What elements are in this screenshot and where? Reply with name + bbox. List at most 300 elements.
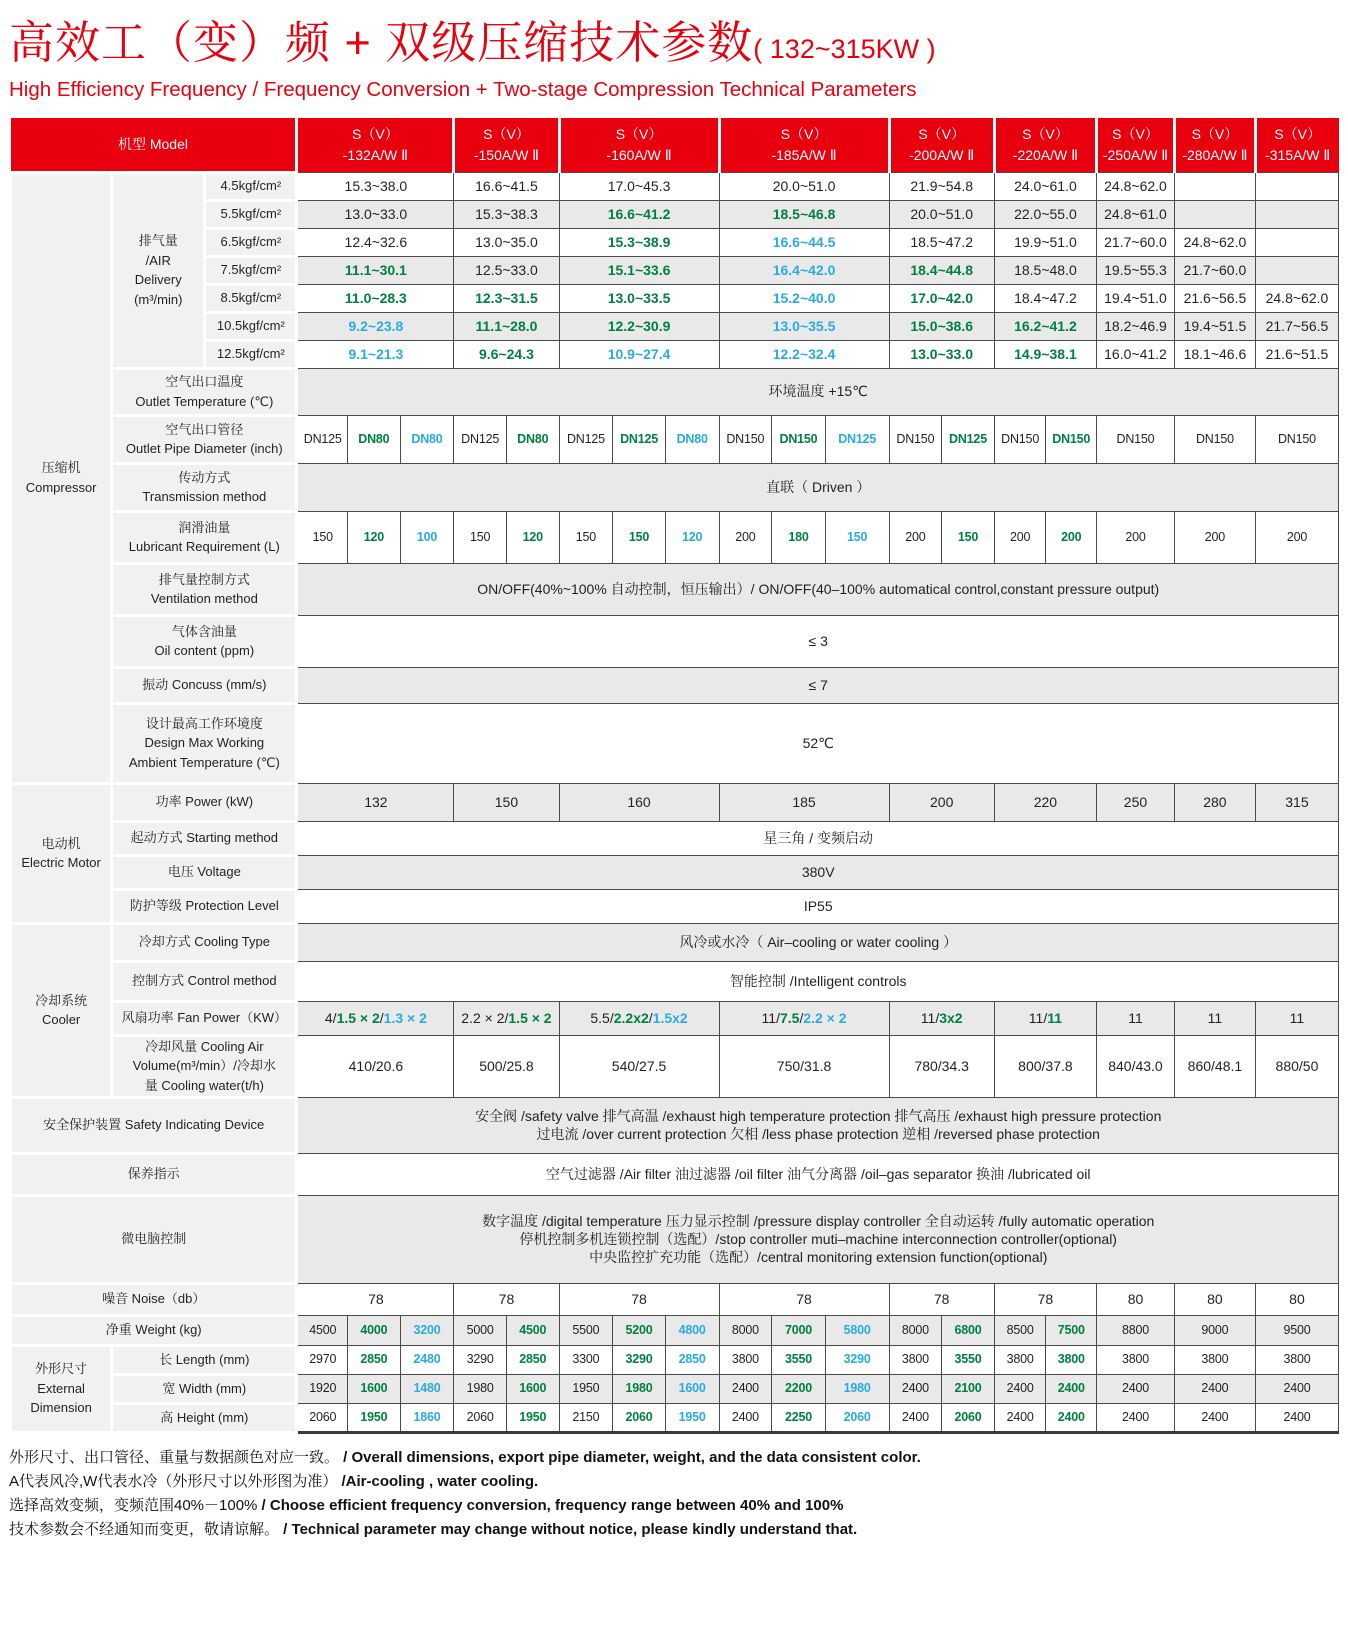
value-cell: 540/27.5 xyxy=(559,1035,719,1097)
footer-notes xyxy=(9,1446,1339,1542)
value-cell: 2060 xyxy=(613,1403,666,1432)
value-cell: 16.4~42.0 xyxy=(719,256,889,284)
value-cell: 2480 xyxy=(400,1345,454,1374)
value-cell: 21.6~56.5 xyxy=(1174,284,1255,312)
spec-table xyxy=(9,118,1339,1434)
value-cell: DN150 xyxy=(772,415,826,463)
row-label: 电压 Voltage xyxy=(112,855,297,889)
row-label: 8.5kgf/cm² xyxy=(205,284,297,312)
value-cell: 24.0~61.0 xyxy=(994,172,1096,200)
value-span-cell: 52℃ xyxy=(297,703,1339,783)
value-cell: 3800 xyxy=(1046,1345,1097,1374)
value-cell: 13.0~33.5 xyxy=(559,284,719,312)
value-cell: 24.8~62.0 xyxy=(1255,284,1338,312)
value-cell: 2400 xyxy=(889,1374,942,1403)
value-cell: 160 xyxy=(559,783,719,821)
value-cell: 19.4~51.0 xyxy=(1097,284,1175,312)
footer-note xyxy=(9,1494,1339,1518)
value-cell xyxy=(719,1001,889,1035)
value-cell: 150 xyxy=(454,511,507,563)
value-cell: 13.0~35.0 xyxy=(454,228,559,256)
row-label: 6.5kgf/cm² xyxy=(205,228,297,256)
value-cell: 2060 xyxy=(825,1403,889,1432)
value-cell: DN150 xyxy=(889,415,942,463)
value-cell: 150 xyxy=(559,511,613,563)
value-cell: 13.0~33.0 xyxy=(297,200,454,228)
model-header-cell: S（V） -200A/W Ⅱ xyxy=(889,118,994,172)
group-label: 电动机 Electric Motor xyxy=(11,783,112,923)
group-label: 外形尺寸 External Dimension xyxy=(11,1345,112,1432)
value-cell: 2060 xyxy=(297,1403,348,1432)
title-kw-range: ( 132~315KW ) xyxy=(753,34,936,64)
value-cell: 17.0~42.0 xyxy=(889,284,994,312)
page-subtitle: High Efficiency Frequency / Frequency Conversion + Two-stage Compression Technical Parameters xyxy=(9,78,917,101)
row-label: 排气量控制方式 Ventilation method xyxy=(112,563,297,615)
value-cell: 2400 xyxy=(1255,1403,1338,1432)
row-label: 空气出口管径 Outlet Pipe Diameter (inch) xyxy=(112,415,297,463)
value-span-cell: 安全阀 /safety valve 排气高温 /exhaust high temperature protection 排气高压 /exhaust high pressure protection 过电流 /over current protection 欠相 /less phase protection 逆相 /reversed phase protection xyxy=(297,1097,1339,1153)
value-cell: 6800 xyxy=(942,1315,995,1345)
value-cell: 220 xyxy=(994,783,1096,821)
value-cell: 800/37.8 xyxy=(994,1035,1096,1097)
fan-power-segment: 1.5 × 2 xyxy=(336,1009,380,1026)
value-cell: 12.5~33.0 xyxy=(454,256,559,284)
value-cell: 1860 xyxy=(400,1403,454,1432)
row-label: 高 Height (mm) xyxy=(112,1403,297,1432)
row-label: 设计最高工作环境度 Design Max Working Ambient Temperature (℃) xyxy=(112,703,297,783)
value-cell: 4500 xyxy=(506,1315,559,1345)
value-cell: 18.1~46.6 xyxy=(1174,340,1255,368)
value-cell: 2400 xyxy=(1097,1403,1175,1432)
value-span-cell: 智能控制 /Intelligent controls xyxy=(297,961,1339,1001)
value-cell: 2400 xyxy=(719,1403,772,1432)
value-cell: 200 xyxy=(994,511,1046,563)
fan-power-segment: 2.2x2 xyxy=(613,1009,649,1026)
value-cell: DN150 xyxy=(1046,415,1097,463)
value-cell: 200 xyxy=(889,783,994,821)
value-cell: DN125 xyxy=(825,415,889,463)
value-cell: 200 xyxy=(1097,511,1175,563)
value-cell: 3290 xyxy=(613,1345,666,1374)
value-cell: 22.0~55.0 xyxy=(994,200,1096,228)
value-cell: 12.4~32.6 xyxy=(297,228,454,256)
value-cell: 16.6~41.5 xyxy=(454,172,559,200)
value-cell: 80 xyxy=(1174,1283,1255,1315)
value-cell: 150 xyxy=(454,783,559,821)
value-cell: 18.5~47.2 xyxy=(889,228,994,256)
value-cell: DN125 xyxy=(297,415,348,463)
value-cell: 132 xyxy=(297,783,454,821)
value-cell: 2100 xyxy=(942,1374,995,1403)
value-cell: 3300 xyxy=(559,1345,613,1374)
row-label: 功率 Power (kW) xyxy=(112,783,297,821)
value-cell: 2060 xyxy=(942,1403,995,1432)
value-cell: 1920 xyxy=(297,1374,348,1403)
page-title xyxy=(9,6,1339,71)
value-cell: 3290 xyxy=(825,1345,889,1374)
value-span-cell: ON/OFF(40%~100% 自动控制，恒压输出）/ ON/OFF(40–100% automatical control,constant pressure output) xyxy=(297,563,1339,615)
value-cell: 11.1~30.1 xyxy=(297,256,454,284)
model-header-cell: S（V） -160A/W Ⅱ xyxy=(559,118,719,172)
value-cell: 24.8~62.0 xyxy=(1174,228,1255,256)
value-cell: 200 xyxy=(719,511,772,563)
value-cell: 11.0~28.3 xyxy=(297,284,454,312)
value-cell: DN80 xyxy=(348,415,401,463)
value-cell: 1950 xyxy=(559,1374,613,1403)
row-label: 冷却风量 Cooling Air Volume(m³/min）/冷却水 量 Cooling water(t/h) xyxy=(112,1035,297,1097)
value-cell: 2400 xyxy=(1097,1374,1175,1403)
value-cell: 9000 xyxy=(1174,1315,1255,1345)
model-header-cell: S（V） -280A/W Ⅱ xyxy=(1174,118,1255,172)
value-span-cell: ≤ 3 xyxy=(297,615,1339,667)
value-cell xyxy=(1255,1001,1338,1035)
value-cell: 15.1~33.6 xyxy=(559,256,719,284)
row-label: 传动方式 Transmission method xyxy=(112,463,297,511)
value-cell: 10.9~27.4 xyxy=(559,340,719,368)
value-cell xyxy=(994,1001,1096,1035)
value-cell: 2250 xyxy=(772,1403,826,1432)
fan-power-segment: 11/ xyxy=(920,1009,940,1026)
value-cell: 3800 xyxy=(1255,1345,1338,1374)
value-cell: 1980 xyxy=(454,1374,507,1403)
value-cell: 8800 xyxy=(1097,1315,1175,1345)
value-cell xyxy=(1255,228,1338,256)
value-cell: 410/20.6 xyxy=(297,1035,454,1097)
value-span-cell: 空气过滤器 /Air filter 油过滤器 /oil filter 油气分离器 /oil–gas separator 换油 /lubricated oil xyxy=(297,1153,1339,1195)
value-cell xyxy=(1174,1001,1255,1035)
fan-power-segment: 11 xyxy=(1289,1009,1305,1026)
footer-note-text: 技术参数会不经通知而变更，敬请谅解。 xyxy=(9,1520,280,1538)
row-label: 10.5kgf/cm² xyxy=(205,312,297,340)
value-cell: 860/48.1 xyxy=(1174,1035,1255,1097)
footer-note xyxy=(9,1446,1339,1470)
value-cell: 20.0~51.0 xyxy=(719,172,889,200)
value-cell: 3800 xyxy=(1097,1345,1175,1374)
fan-power-segment: 2.2 × 2 xyxy=(803,1009,847,1026)
value-cell: 280 xyxy=(1174,783,1255,821)
footer-note xyxy=(9,1518,1339,1542)
value-cell: 2150 xyxy=(559,1403,613,1432)
value-cell: DN150 xyxy=(994,415,1046,463)
value-cell: 15.3~38.9 xyxy=(559,228,719,256)
model-header-cell: S（V） -185A/W Ⅱ xyxy=(719,118,889,172)
value-cell: 2400 xyxy=(1046,1403,1097,1432)
value-cell: 880/50 xyxy=(1255,1035,1338,1097)
title-text: 高效工（变）频 + 双级压缩技术参数 xyxy=(9,17,754,68)
row-label: 润滑油量 Lubricant Requirement (L) xyxy=(112,511,297,563)
value-cell: 1950 xyxy=(506,1403,559,1432)
value-cell: 120 xyxy=(506,511,559,563)
value-cell: 500/25.8 xyxy=(454,1035,559,1097)
value-cell: DN125 xyxy=(559,415,613,463)
value-span-cell: 380V xyxy=(297,855,1339,889)
value-cell: 2060 xyxy=(454,1403,507,1432)
value-cell: 21.9~54.8 xyxy=(889,172,994,200)
value-cell: 1600 xyxy=(665,1374,719,1403)
value-cell: 12.3~31.5 xyxy=(454,284,559,312)
value-cell: 15.2~40.0 xyxy=(719,284,889,312)
value-cell: 1950 xyxy=(348,1403,401,1432)
value-cell: 100 xyxy=(400,511,454,563)
fan-power-segment: 4/ xyxy=(324,1009,337,1026)
value-cell: 78 xyxy=(297,1283,454,1315)
value-cell: 16.6~41.2 xyxy=(559,200,719,228)
value-cell xyxy=(1174,172,1255,200)
value-cell xyxy=(297,1001,454,1035)
value-cell: 14.9~38.1 xyxy=(994,340,1096,368)
value-cell: 3290 xyxy=(454,1345,507,1374)
value-cell: 780/34.3 xyxy=(889,1035,994,1097)
value-cell xyxy=(1255,256,1338,284)
value-cell: 120 xyxy=(348,511,401,563)
value-cell: 18.2~46.9 xyxy=(1097,312,1175,340)
fan-power-segment: 1.5x2 xyxy=(652,1009,688,1026)
footer-note-text: /Air-cooling , water cooling. xyxy=(337,1472,539,1490)
value-cell: 19.5~55.3 xyxy=(1097,256,1175,284)
value-cell: 21.7~60.0 xyxy=(1174,256,1255,284)
value-cell: 2200 xyxy=(772,1374,826,1403)
value-cell: 2400 xyxy=(994,1403,1046,1432)
value-cell: 1980 xyxy=(613,1374,666,1403)
footer-note-text: / Technical parameter may change without notice, please kindly understand that. xyxy=(279,1520,858,1538)
value-cell: 8000 xyxy=(889,1315,942,1345)
value-cell: 1600 xyxy=(506,1374,559,1403)
value-cell: 7000 xyxy=(772,1315,826,1345)
model-header-cell: S（V） -220A/W Ⅱ xyxy=(994,118,1096,172)
value-cell: 120 xyxy=(665,511,719,563)
value-cell: 5500 xyxy=(559,1315,613,1345)
value-cell: 150 xyxy=(942,511,995,563)
value-cell: 11.1~28.0 xyxy=(454,312,559,340)
value-cell: 13.0~33.0 xyxy=(889,340,994,368)
value-cell: 9.6~24.3 xyxy=(454,340,559,368)
row-label: 起动方式 Starting method xyxy=(112,821,297,855)
fan-power-segment: 1.5 × 2 xyxy=(508,1009,552,1026)
value-span-cell: ≤ 7 xyxy=(297,667,1339,703)
value-cell xyxy=(1255,200,1338,228)
value-cell: 185 xyxy=(719,783,889,821)
row-label: 7.5kgf/cm² xyxy=(205,256,297,284)
value-cell: 840/43.0 xyxy=(1097,1035,1175,1097)
value-cell: 1600 xyxy=(348,1374,401,1403)
footer-note-text: 外形尺寸、出口管径、重量与数据颜色对应一致。 xyxy=(9,1448,340,1466)
value-cell: 16.6~44.5 xyxy=(719,228,889,256)
value-cell: 18.4~47.2 xyxy=(994,284,1096,312)
row-label: 净重 Weight (kg) xyxy=(11,1315,297,1345)
fan-power-segment: 7.5 xyxy=(779,1009,800,1026)
value-cell: 12.2~30.9 xyxy=(559,312,719,340)
model-header-cell: S（V） -132A/W Ⅱ xyxy=(297,118,454,172)
value-cell: 4800 xyxy=(665,1315,719,1345)
value-cell: 9500 xyxy=(1255,1315,1338,1345)
model-header-label: 机型 Model xyxy=(11,118,297,172)
value-cell: DN125 xyxy=(613,415,666,463)
footer-note-text: / Overall dimensions, export pipe diameter, weight, and the data consistent color. xyxy=(339,1448,921,1466)
value-cell: 2970 xyxy=(297,1345,348,1374)
value-cell: 2400 xyxy=(1174,1374,1255,1403)
value-cell: 21.7~60.0 xyxy=(1097,228,1175,256)
value-cell: 5200 xyxy=(613,1315,666,1345)
value-cell: 150 xyxy=(825,511,889,563)
row-label: 12.5kgf/cm² xyxy=(205,340,297,368)
fan-power-segment: 11 xyxy=(1047,1009,1063,1026)
fan-power-segment: 5.5/ xyxy=(590,1009,614,1026)
value-cell: 18.5~46.8 xyxy=(719,200,889,228)
value-span-cell: 数字温度 /digital temperature 压力显示控制 /pressure display controller 全自动运转 /fully automatic operation 停机控制多机连锁控制（选配）/stop controller muti–machine interconnection controller(optional) 中央监控扩充功能（选配）/central monitoring extension function(optional) xyxy=(297,1195,1339,1283)
value-cell: 1480 xyxy=(400,1374,454,1403)
value-cell: DN150 xyxy=(719,415,772,463)
value-cell: 24.8~61.0 xyxy=(1097,200,1175,228)
value-cell: 21.7~56.5 xyxy=(1255,312,1338,340)
row-label: 控制方式 Control method xyxy=(112,961,297,1001)
value-cell xyxy=(1097,1001,1175,1035)
value-cell: DN150 xyxy=(1174,415,1255,463)
value-cell: DN80 xyxy=(400,415,454,463)
value-cell: 200 xyxy=(1046,511,1097,563)
value-cell: 5800 xyxy=(825,1315,889,1345)
row-label: 微电脑控制 xyxy=(11,1195,297,1283)
value-cell: 4500 xyxy=(297,1315,348,1345)
value-cell: 19.9~51.0 xyxy=(994,228,1096,256)
value-span-cell: 直联（ Driven ） xyxy=(297,463,1339,511)
value-cell: 12.2~32.4 xyxy=(719,340,889,368)
group-label: 压缩机 Compressor xyxy=(11,172,112,783)
value-cell: 4000 xyxy=(348,1315,401,1345)
value-cell: 750/31.8 xyxy=(719,1035,889,1097)
value-cell: 78 xyxy=(454,1283,559,1315)
value-cell: 17.0~45.3 xyxy=(559,172,719,200)
row-label: 保养指示 xyxy=(11,1153,297,1195)
value-cell: 16.0~41.2 xyxy=(1097,340,1175,368)
row-label: 气体含油量 Oil content (ppm) xyxy=(112,615,297,667)
value-cell xyxy=(889,1001,994,1035)
value-cell: 2850 xyxy=(506,1345,559,1374)
footer-note-text: A代表风冷,W代表水冷（外形尺寸以外形图为准） xyxy=(9,1472,338,1490)
value-cell: 16.2~41.2 xyxy=(994,312,1096,340)
row-label: 安全保护装置 Safety Indicating Device xyxy=(11,1097,297,1153)
value-span-cell: 星三角 / 变频启动 xyxy=(297,821,1339,855)
value-cell: 78 xyxy=(719,1283,889,1315)
value-cell: 2400 xyxy=(719,1374,772,1403)
group-label: 冷却系统 Cooler xyxy=(11,923,112,1097)
row-label: 长 Length (mm) xyxy=(112,1345,297,1374)
fan-power-segment: 11/ xyxy=(761,1009,780,1026)
fan-power-segment: 2.2 × 2/ xyxy=(461,1009,509,1026)
value-cell: 80 xyxy=(1255,1283,1338,1315)
value-cell: DN150 xyxy=(1255,415,1338,463)
value-cell: 9.1~21.3 xyxy=(297,340,454,368)
value-cell: 150 xyxy=(613,511,666,563)
value-cell xyxy=(1174,200,1255,228)
fan-power-segment: 3x2 xyxy=(939,1009,963,1026)
value-cell: 3800 xyxy=(994,1345,1046,1374)
row-label: 风扇功率 Fan Power（KW） xyxy=(112,1001,297,1035)
value-cell: 180 xyxy=(772,511,826,563)
row-label: 5.5kgf/cm² xyxy=(205,200,297,228)
value-cell: 2850 xyxy=(348,1345,401,1374)
value-cell: 15.3~38.3 xyxy=(454,200,559,228)
value-cell: 15.0~38.6 xyxy=(889,312,994,340)
value-cell: 15.3~38.0 xyxy=(297,172,454,200)
value-cell: 315 xyxy=(1255,783,1338,821)
fan-power-segment: 11/ xyxy=(1028,1009,1048,1026)
value-cell: 2400 xyxy=(1046,1374,1097,1403)
value-cell: 8000 xyxy=(719,1315,772,1345)
value-cell: 9.2~23.8 xyxy=(297,312,454,340)
value-cell: 200 xyxy=(1174,511,1255,563)
value-cell: DN80 xyxy=(506,415,559,463)
row-label: 防护等级 Protection Level xyxy=(112,889,297,923)
value-cell: 200 xyxy=(889,511,942,563)
row-label: 4.5kgf/cm² xyxy=(205,172,297,200)
value-cell: 2850 xyxy=(665,1345,719,1374)
value-span-cell: IP55 xyxy=(297,889,1339,923)
value-cell: 13.0~35.5 xyxy=(719,312,889,340)
value-cell: 7500 xyxy=(1046,1315,1097,1345)
value-cell: 3200 xyxy=(400,1315,454,1345)
value-cell: 78 xyxy=(559,1283,719,1315)
value-cell: 2400 xyxy=(1255,1374,1338,1403)
value-cell: 78 xyxy=(889,1283,994,1315)
value-cell: DN125 xyxy=(942,415,995,463)
fan-power-segment: / xyxy=(648,1009,653,1026)
footer-note-text: / Choose efficient frequency conversion, frequency range between 40% and 100% xyxy=(257,1496,844,1514)
value-cell: DN150 xyxy=(1097,415,1175,463)
value-cell: 3800 xyxy=(719,1345,772,1374)
value-cell xyxy=(454,1001,559,1035)
row-label: 噪音 Noise（db） xyxy=(11,1283,297,1315)
value-cell: 3800 xyxy=(889,1345,942,1374)
value-cell: 1980 xyxy=(825,1374,889,1403)
value-cell: 18.5~48.0 xyxy=(994,256,1096,284)
value-cell: 78 xyxy=(994,1283,1096,1315)
value-cell: 24.8~62.0 xyxy=(1097,172,1175,200)
fan-power-segment: 11 xyxy=(1128,1009,1143,1026)
value-cell: DN125 xyxy=(454,415,507,463)
value-cell: 18.4~44.8 xyxy=(889,256,994,284)
value-cell: 3550 xyxy=(942,1345,995,1374)
value-cell: 80 xyxy=(1097,1283,1175,1315)
value-cell: 2400 xyxy=(889,1403,942,1432)
value-cell: 150 xyxy=(297,511,348,563)
value-cell xyxy=(559,1001,719,1035)
fan-power-segment: / xyxy=(799,1009,804,1026)
value-cell: 21.6~51.5 xyxy=(1255,340,1338,368)
model-header-cell: S（V） -250A/W Ⅱ xyxy=(1097,118,1175,172)
value-cell: DN80 xyxy=(665,415,719,463)
value-cell: 5000 xyxy=(454,1315,507,1345)
value-cell: 20.0~51.0 xyxy=(889,200,994,228)
row-label: 空气出口温度 Outlet Temperature (℃) xyxy=(112,368,297,415)
value-cell: 2400 xyxy=(994,1374,1046,1403)
sub-group-label: 排气量 /AIR Delivery (m³/min) xyxy=(112,172,205,368)
footer-note-text: 选择高效变频，变频范围40%－100% xyxy=(9,1496,258,1514)
value-span-cell: 环境温度 +15℃ xyxy=(297,368,1339,415)
value-cell: 3550 xyxy=(772,1345,826,1374)
row-label: 宽 Width (mm) xyxy=(112,1374,297,1403)
row-label: 振动 Concuss (mm/s) xyxy=(112,667,297,703)
model-header-cell: S（V） -150A/W Ⅱ xyxy=(454,118,559,172)
value-cell: 200 xyxy=(1255,511,1338,563)
value-cell xyxy=(1255,172,1338,200)
row-label: 冷却方式 Cooling Type xyxy=(112,923,297,961)
value-cell: 8500 xyxy=(994,1315,1046,1345)
footer-note xyxy=(9,1470,1339,1494)
value-cell: 2400 xyxy=(1174,1403,1255,1432)
fan-power-segment: 11 xyxy=(1207,1009,1223,1026)
model-header-cell: S（V） -315A/W Ⅱ xyxy=(1255,118,1338,172)
fan-power-segment: / xyxy=(379,1009,384,1026)
